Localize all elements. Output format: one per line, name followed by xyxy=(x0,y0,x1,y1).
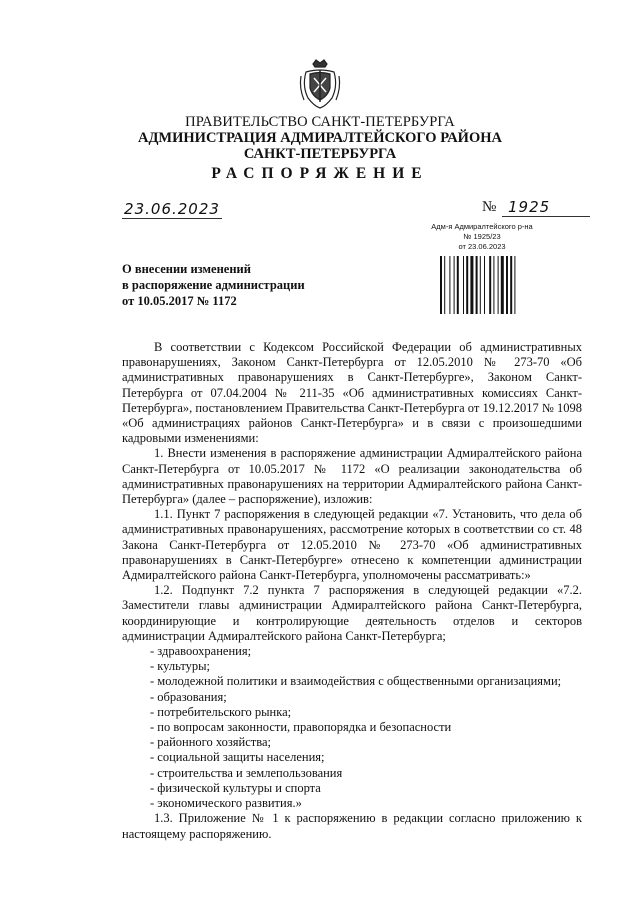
paragraph-preamble: В соответствии с Кодексом Российской Федерации об административных правонарушениях, Законом Санкт-Петербурга от 12.05.2010 № 273-70 «Об административных правонарушениях в Санкт-Петербурге», Законом Санкт-Петербурга от 07.04.2004 № 211-35 «Об административных комиссиях Санкт-Петербурга», постановлением Правительства Санкт-Петербурга от 19.12.2017 № 1098 «Об администрациях районов Санкт-Петербурга» и в связи с произошедшими кадровыми изменениями: xyxy=(122,340,582,446)
document-type-title: РАСПОРЯЖЕНИЕ xyxy=(211,165,429,182)
barcode-bar xyxy=(454,256,455,314)
subject-line: от 10.05.2017 № 1172 xyxy=(122,294,237,308)
barcode-bar xyxy=(480,256,481,314)
list-item: - экономического развития.» xyxy=(150,796,302,811)
barcode-bar xyxy=(457,256,459,314)
list-item: - районного хозяйства; xyxy=(150,735,272,750)
subject-block xyxy=(122,261,322,309)
stamp-reg-number: № 1925/23 xyxy=(463,232,501,241)
subject-line: в распоряжение администрации xyxy=(122,278,305,292)
barcode-bar xyxy=(470,256,473,314)
paragraph-item-1-3: 1.3. Приложение № 1 к распоряжению в редакции согласно приложению к настоящему распоряжению. xyxy=(122,811,582,841)
subject-line: О внесении изменений xyxy=(122,262,251,276)
departments-list xyxy=(122,644,582,811)
barcode-bar xyxy=(444,256,445,314)
list-item: - культуры; xyxy=(150,659,211,674)
document-number: 1925 xyxy=(502,198,590,217)
government-name: ПРАВИТЕЛЬСТВО САНКТ-ПЕТЕРБУРГА xyxy=(185,114,455,130)
list-item: - физической культуры и спорта xyxy=(150,780,321,795)
barcode-bar xyxy=(506,256,508,314)
administration-name: АДМИНИСТРАЦИЯ АДМИРАЛТЕЙСКОГО РАЙОНА xyxy=(137,130,502,146)
barcode-bar xyxy=(440,256,442,314)
paragraph-item-1-1: 1.1. Пункт 7 распоряжения в следующей редакции «7. Установить, что дела об административных правонарушениях, рассмотрение которых в соответствии со ст. 48 Закона Санкт-Петербурга от 12.05.2010 № 273-70 «Об административных правонарушениях в Санкт-Петербурге» отнесено к компетенции администрации Адмиралтейского района Санкт-Петербурга, уполномочены рассматривать:» xyxy=(122,507,582,583)
stamp-org: Адм-я Адмиралтейского р-на xyxy=(431,222,533,231)
document-date: 23.06.2023 xyxy=(122,200,222,219)
barcode-bar xyxy=(449,256,450,314)
barcode-icon xyxy=(440,256,532,314)
list-item: - здравоохранения; xyxy=(150,644,252,659)
barcode-bar xyxy=(501,256,504,314)
barcode-bar xyxy=(514,256,515,314)
barcode-bar xyxy=(476,256,478,314)
barcode-bar xyxy=(510,256,512,314)
list-item: - по вопросам законности, правопорядка и безопасности xyxy=(150,720,452,735)
number-sign: № xyxy=(482,199,497,215)
barcode-bar xyxy=(489,256,491,314)
city-name: САНКТ-ПЕТЕРБУРГА xyxy=(243,146,397,162)
document-body xyxy=(122,340,582,842)
list-item: - потребительского рынка; xyxy=(150,704,292,719)
list-item: - молодежной политики и взаимодействия с общественными организациями; xyxy=(150,674,562,689)
list-item: - строительства и землепользования xyxy=(150,765,343,780)
paragraph-item-1: 1. Внести изменения в распоряжение администрации Адмиралтейского района Санкт-Петербурга от 10.05.2017 № 1172 «О реализации законодательства об административных правонарушениях на территории Адмиралтейского района Санкт-Петербурга» (далее – распоряжение), изложив: xyxy=(122,446,582,507)
list-item: - образования; xyxy=(150,689,227,704)
barcode-bar xyxy=(493,256,494,314)
registration-stamp xyxy=(422,222,542,252)
barcode-bar xyxy=(498,256,499,314)
barcode-bar xyxy=(466,256,468,314)
barcode-bar xyxy=(463,256,464,314)
paragraph-item-1-2: 1.2. Подпункт 7.2 пункта 7 распоряжения в следующей редакции «7.2. Заместители главы администрации Адмиралтейского района Санкт-Петербурга, координирующие и контролирующие деятельность отделов и секторов администрации Адмиралтейского района Санкт-Петербурга; xyxy=(122,583,582,643)
coat-of-arms-icon xyxy=(298,58,342,110)
barcode-bar xyxy=(484,256,485,314)
stamp-reg-date: от 23.06.2023 xyxy=(458,242,506,251)
list-item: - социальной защиты населения; xyxy=(150,750,325,765)
